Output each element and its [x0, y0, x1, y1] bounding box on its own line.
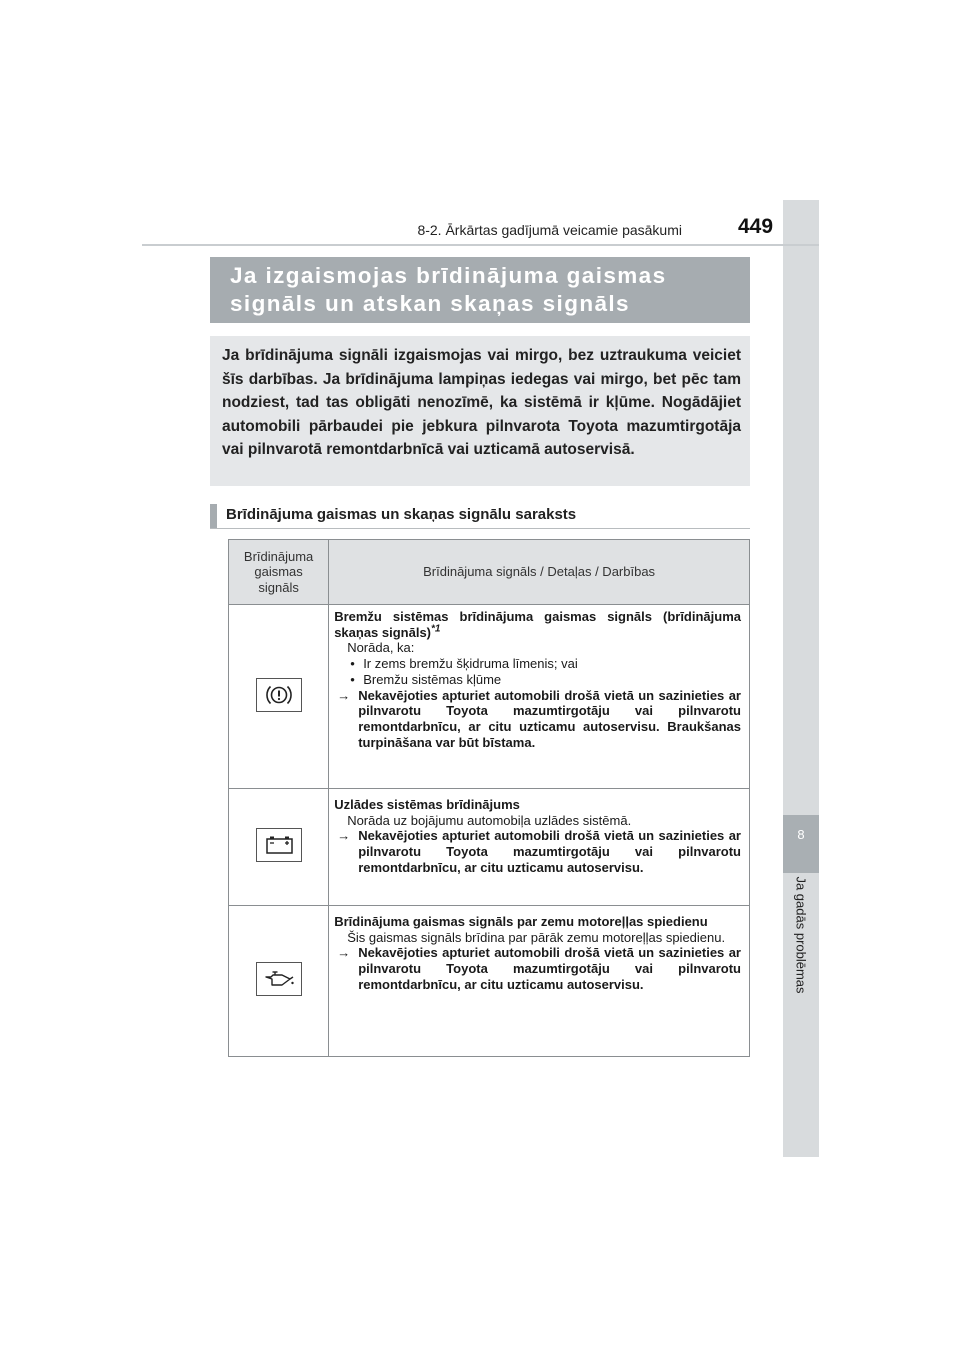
warning-title: Brīdinājuma gaismas signāls par zemu motoreļļas spiedienu — [334, 914, 708, 929]
header-icon-line: gaismas — [254, 564, 303, 580]
icon-cell — [229, 906, 329, 1057]
arrow-right-icon: → — [337, 945, 351, 961]
list-item: • Bremžu sistēmas kļūme — [350, 671, 502, 687]
section-title: 8-2. Ārkārtas gadījumā veicamie pasākumi — [417, 222, 682, 238]
chapter-tab[interactable] — [783, 815, 819, 873]
side-tab-strip — [783, 200, 819, 1157]
subheading-rule — [210, 528, 750, 529]
description-cell — [329, 906, 750, 1057]
warning-action — [334, 688, 741, 751]
warning-detail: Norāda uz bojājumu automobiļa uzlādes sistēmā. — [347, 812, 632, 828]
oil-pressure-icon — [256, 962, 302, 996]
page-number: 449 — [738, 215, 774, 238]
table-row — [229, 605, 750, 789]
warning-title: Uzlādes sistēmas brīdinājums — [334, 797, 520, 812]
warning-action — [334, 945, 741, 992]
page-title-line2: signāls un atskan skaņas signāls — [230, 291, 630, 316]
table-header-row — [229, 540, 750, 605]
icon-cell — [229, 789, 329, 906]
page-title — [210, 257, 750, 323]
warning-action-text: Nekavējoties apturiet automobili drošā vietā un sazinieties ar pilnvarotu Toyota mazumtirgotāju vai pilnvarotu remontdarbnīcu, ar citu uzticamu autoservisu. — [358, 828, 741, 875]
intro-paragraph: Ja brīdinājuma signāli izgaismojas vai mirgo, bez uztraukuma veiciet šīs darbības. Ja brīdinājuma lampiņas iedegas vai mirgo, bet pēc tam nodziest, tad tas obligāti nenozīmē, ka sistēmā ir kļūme. Nogādājiet automobili pārbaudei pie jebkura pilnvarota Toyota mazumtirgotāja vai pilnvarotā remontdarbnīcā vai uzticamā autoservisā. — [210, 336, 750, 486]
list-item: • Ir zems bremžu šķidruma līmenis; vai — [350, 656, 578, 672]
warning-action — [334, 828, 741, 875]
list-item-text: Ir zems bremžu šķidruma līmenis; vai — [363, 656, 578, 672]
warning-lights-table — [228, 539, 750, 1057]
table-row — [229, 906, 750, 1057]
table-header-icon — [229, 540, 329, 605]
arrow-right-icon: → — [337, 828, 351, 844]
icon-cell — [229, 605, 329, 789]
battery-charging-icon — [256, 828, 302, 862]
warning-title-text: Bremžu sistēmas brīdinājuma gaismas signāls (brīdinājuma skaņas signāls) — [334, 609, 741, 640]
arrow-right-icon: → — [337, 687, 351, 703]
warning-action-text: Nekavējoties apturiet automobili drošā vietā un sazinieties ar pilnvarotu Toyota mazumtirgotāju vai pilnvarotu remontdarbnīcu, ar citu uzticamu autoservisu. Braukšanas turpināšana var būt bīstama. — [358, 687, 741, 750]
header-icon-line: signāls — [258, 579, 299, 595]
subheading: Brīdinājuma gaismas un skaņas signālu saraksts — [210, 504, 750, 529]
page-title-line1: Ja izgaismojas brīdinājuma gaismas — [230, 263, 667, 288]
header-icon-line: Brīdinājuma — [243, 548, 314, 564]
table-row — [229, 789, 750, 906]
warning-action-text: Nekavējoties apturiet automobili drošā vietā un sazinieties ar pilnvarotu Toyota mazumtirgotāju vai pilnvarotu remontdarbnīcu, ar citu uzticamu autoservisu. — [358, 945, 741, 992]
description-cell — [329, 605, 750, 789]
footnote-marker: *1 — [431, 623, 441, 635]
warning-detail: Šis gaismas signāls brīdina par pārāk zemu motoreļļas spiedienu. — [347, 929, 726, 945]
description-cell — [329, 789, 750, 906]
header-rule — [142, 244, 819, 246]
warning-title — [334, 609, 741, 640]
chapter-number: 8 — [797, 827, 805, 842]
list-item-text: Bremžu sistēmas kļūme — [363, 671, 502, 687]
table-header-description: Brīdinājuma signāls / Detaļas / Darbības — [329, 540, 750, 605]
brake-warning-icon — [256, 678, 302, 712]
chapter-label: Ja gadās problēmas — [793, 876, 809, 994]
warning-detail: Norāda, ka: — [347, 640, 415, 656]
